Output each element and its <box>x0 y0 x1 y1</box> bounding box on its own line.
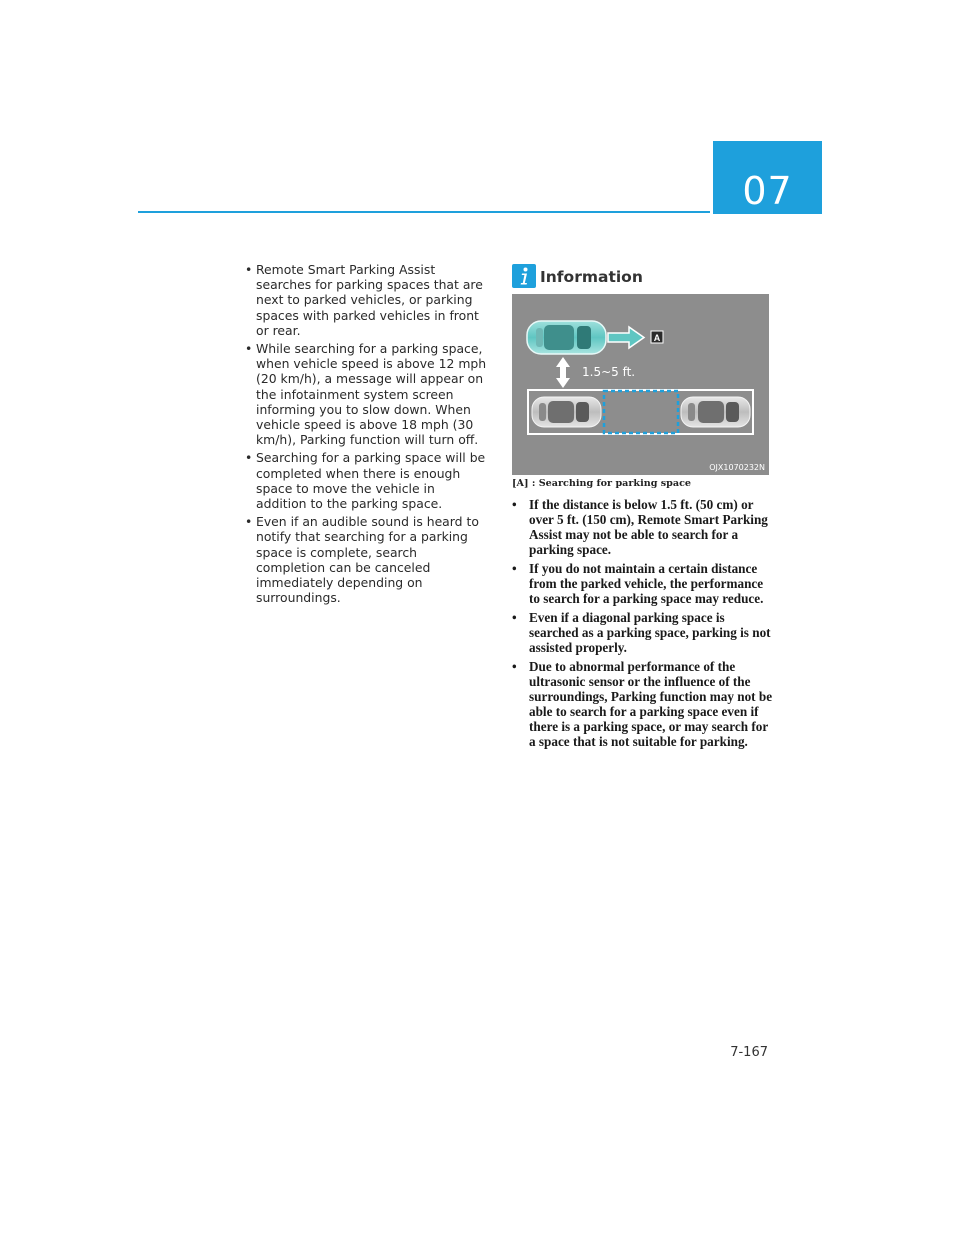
page-number: 7-167 <box>730 1045 768 1060</box>
info-icon <box>512 264 536 288</box>
list-item: • If the distance is below 1.5 ft. (50 cm) or over 5 ft. (150 cm), Remote Smart Parking Assist may not be able to search for a parking space. <box>512 497 768 557</box>
information-bullet-list <box>512 497 774 753</box>
parked-car-left <box>532 397 601 427</box>
parking-search-diagram <box>512 294 769 475</box>
svg-text:A: A <box>653 332 661 343</box>
search-vehicle <box>527 321 606 354</box>
information-title: Information <box>540 268 643 286</box>
header-rule <box>138 211 710 213</box>
list-item: • If you do not maintain a certain distance from the parked vehicle, the performance to search for a parking space may reduce. <box>512 561 764 606</box>
parked-car-right <box>681 397 750 427</box>
label-a-marker <box>651 331 663 343</box>
list-item: • Even if an audible sound is heard to notify that searching for a parking space is complete, search completion can be canceled immediately depending on surroundings. <box>245 514 479 606</box>
list-item: • Due to abnormal performance of the ultrasonic sensor or the influence of the surroundings, Parking function may not be able to search for a parking space even if there is a parking space, or may search for a space that is not suitable for parking. <box>512 659 773 749</box>
list-item: • Even if a diagonal parking space is searched as a parking space, parking is not assisted properly. <box>512 610 771 655</box>
list-item: • Remote Smart Parking Assist searches for parking spaces that are next to parked vehicles, or parking spaces with parked vehicles in front or rear. <box>245 262 483 338</box>
chapter-number: 07 <box>742 169 793 213</box>
distance-label: 1.5~5 ft. <box>582 365 636 379</box>
chapter-tab <box>713 141 822 214</box>
left-column <box>244 262 488 608</box>
list-item: • Searching for a parking space will be completed when there is enough space to move the vehicle in addition to the parking space. <box>245 450 486 512</box>
figure-code: OJX1070232N <box>709 463 765 472</box>
left-bullet-list <box>244 262 488 605</box>
list-item: • While searching for a parking space, when vehicle speed is above 12 mph (20 km/h), a message will appear on the infotainment system screen informing you to slow down. When vehicle speed is above 18 mph (30 km/h), Parking function will turn off. <box>245 341 487 448</box>
figure-caption: [A] : Searching for parking space <box>512 478 692 489</box>
